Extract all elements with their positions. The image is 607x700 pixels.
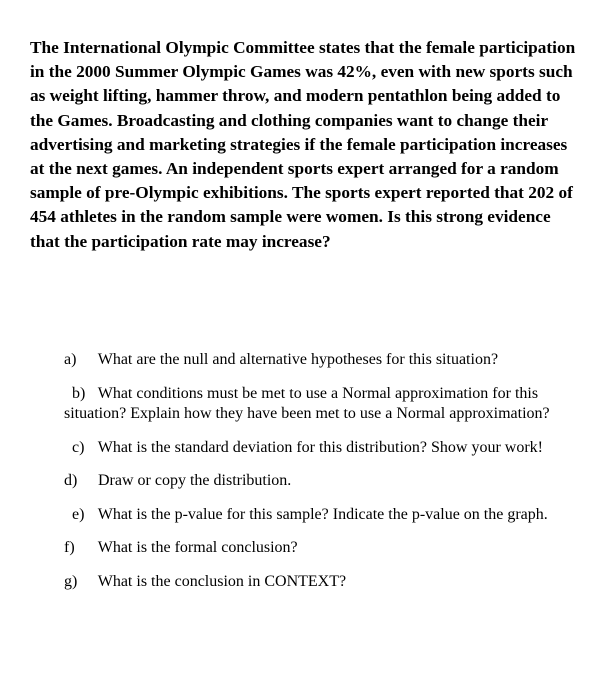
question-f-label: f )	[64, 538, 94, 559]
question-g-label: g )	[64, 572, 94, 593]
question-g-text: What is the conclusion in CONTEXT?	[97, 572, 347, 590]
question-a-text: What are the null and alternative hypotheses for this situation?	[97, 351, 499, 368]
question-e-label: e )	[64, 505, 94, 526]
question-e-text: What is the p-value for this sample? Indicate the p-value on the graph.	[97, 505, 548, 523]
question-list	[64, 350, 584, 605]
question-d	[64, 471, 584, 492]
question-c-label: c )	[64, 438, 94, 459]
question-b-label: b )	[64, 384, 94, 405]
question-c	[64, 438, 584, 459]
question-a-label: a )	[64, 350, 94, 371]
question-e	[64, 505, 584, 526]
question-d-label: d )	[64, 471, 94, 492]
problem-statement: The International Olympic Committee states that the female participation in the 2000 Summer Olympic Games was 42%, even with new sports such as weight lifting, hammer throw, and modern pentathlon being added to the Games. Broadcasting and clothing companies want to change their advertising and marketing strategies if the female participation increases at the next games. An independent sports expert arranged for a random sample of pre-Olympic exhibitions. The sports expert reported that 202 of 454 athletes in the random sample were women. Is this strong evidence that the participation rate may increase?	[30, 38, 576, 251]
question-d-text: Draw or copy the distribution.	[98, 472, 292, 489]
question-f	[64, 538, 584, 559]
question-f-text: What is the formal conclusion?	[97, 539, 298, 556]
question-b	[64, 384, 584, 425]
question-a	[64, 350, 584, 371]
question-g	[64, 572, 584, 593]
question-c-text: What is the standard deviation for this distribution? Show your work!	[97, 438, 543, 456]
question-b-text: What conditions must be met to use a Normal approximation for this situation? Explain how they have been met to use a Normal approximation?	[64, 384, 550, 422]
